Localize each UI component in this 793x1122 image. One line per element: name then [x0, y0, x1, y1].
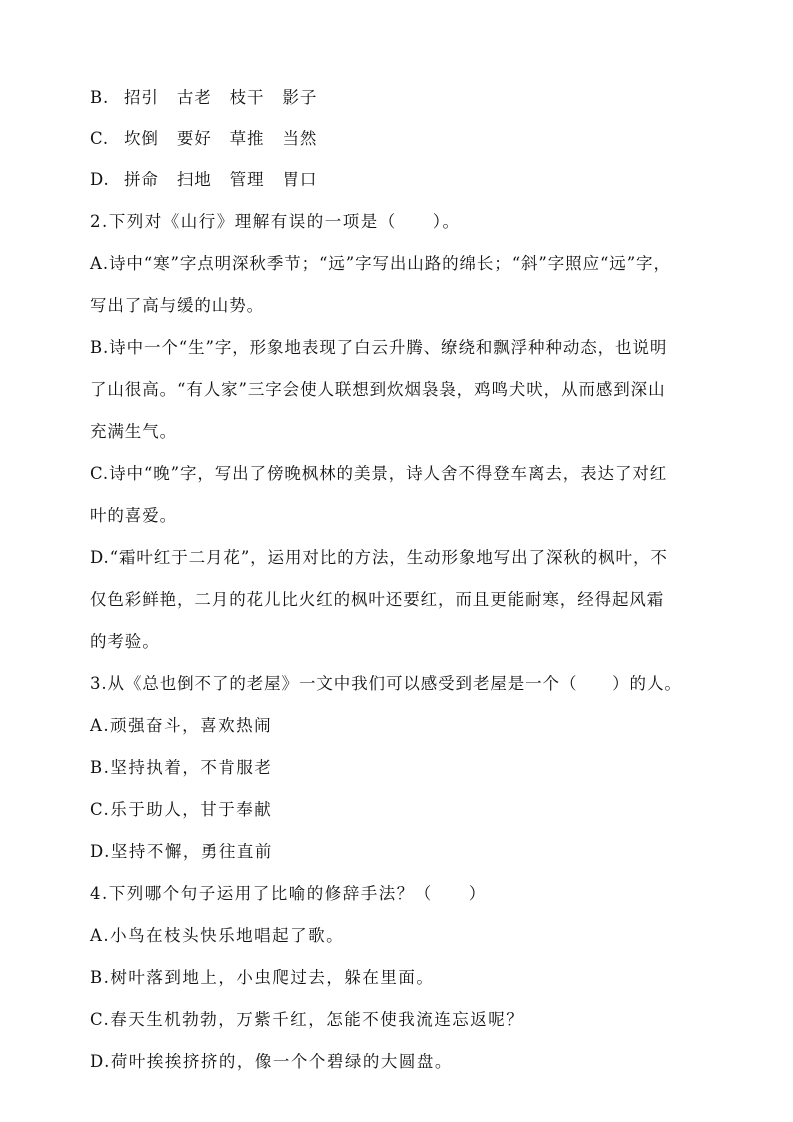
option-word: 扫地	[176, 170, 212, 189]
q1-option-b	[90, 87, 730, 109]
q3-option-b: B.坚持执着，不肯服老	[90, 758, 273, 777]
option-word: 枝干	[229, 88, 265, 107]
q4-option-b: B.树叶落到地上，小虫爬过去，躲在里面。	[90, 968, 435, 987]
q2-option-a-cont: 写出了高与缓的山势。	[90, 296, 264, 315]
q2-option-b-cont: 充满生气。	[90, 422, 177, 441]
q4-stem: 4.下列哪个句子运用了比喻的修辞手法？（ ）	[90, 884, 487, 903]
option-word: 管理	[229, 170, 265, 189]
q4-option-a: A.小鸟在枝头快乐地唱起了歌。	[90, 926, 345, 945]
q2-stem: 2.下列对《山行》理解有误的一项是（ ）。	[90, 212, 461, 231]
q2-option-c-cont: 叶的喜爱。	[90, 506, 177, 525]
option-letter: B.	[90, 88, 110, 107]
q4-option-d: D.荷叶挨挨挤挤的，像一个个碧绿的大圆盘。	[90, 1052, 453, 1071]
option-word: 招引	[124, 88, 159, 107]
option-word: 草推	[229, 129, 265, 148]
q2-option-d-cont: 仅色彩鲜艳，二月的花儿比火红的枫叶还要红，而且更能耐寒，经得起风霜	[90, 590, 665, 609]
q3-option-c: C.乐于助人，甘于奉献	[90, 800, 273, 819]
option-word: 古老	[176, 88, 212, 107]
option-word: 影子	[282, 88, 318, 107]
q2-option-c: C.诗中“晚”字，写出了傍晚枫林的美景，诗人舍不得登车离去，表达了对红	[90, 464, 668, 483]
q3-option-d: D.坚持不懈，勇往直前	[90, 842, 273, 861]
option-word: 坎倒	[124, 129, 159, 148]
option-word: 要好	[176, 129, 212, 148]
q3-option-a: A.顽强奋斗，喜欢热闹	[90, 716, 273, 735]
q1-option-c	[90, 128, 730, 150]
q2-option-b-cont: 了山很高。“有人家”三字会使人联想到炊烟袅袅，鸡鸣犬吠，从而感到深山	[90, 380, 666, 399]
option-word: 当然	[282, 129, 318, 148]
q2-option-d: D.“霜叶红于二月花”，运用对比的方法，生动形象地写出了深秋的枫叶，不	[90, 548, 668, 567]
q4-option-c: C.春天生机勃勃，万紫千红，怎能不使我流连忘返呢？	[90, 1010, 525, 1029]
q2-option-b: B.诗中一个“生”字，形象地表现了白云升腾、缭绕和飘浮种种动态，也说明	[90, 338, 668, 357]
option-letter: D.	[90, 170, 110, 189]
q3-stem: 3.从《总也倒不了的老屋》一文中我们可以感受到老屋是一个（ ）的人。	[90, 674, 682, 693]
q1-option-d	[90, 169, 730, 191]
option-word: 拼命	[124, 170, 159, 189]
q2-option-d-cont: 的考验。	[90, 632, 160, 651]
option-letter: C.	[90, 129, 110, 148]
q2-option-a: A.诗中“寒”字点明深秋季节；“远”字写出山路的绵长；“斜”字照应“远”字，	[90, 254, 671, 273]
option-word: 胃口	[282, 170, 318, 189]
